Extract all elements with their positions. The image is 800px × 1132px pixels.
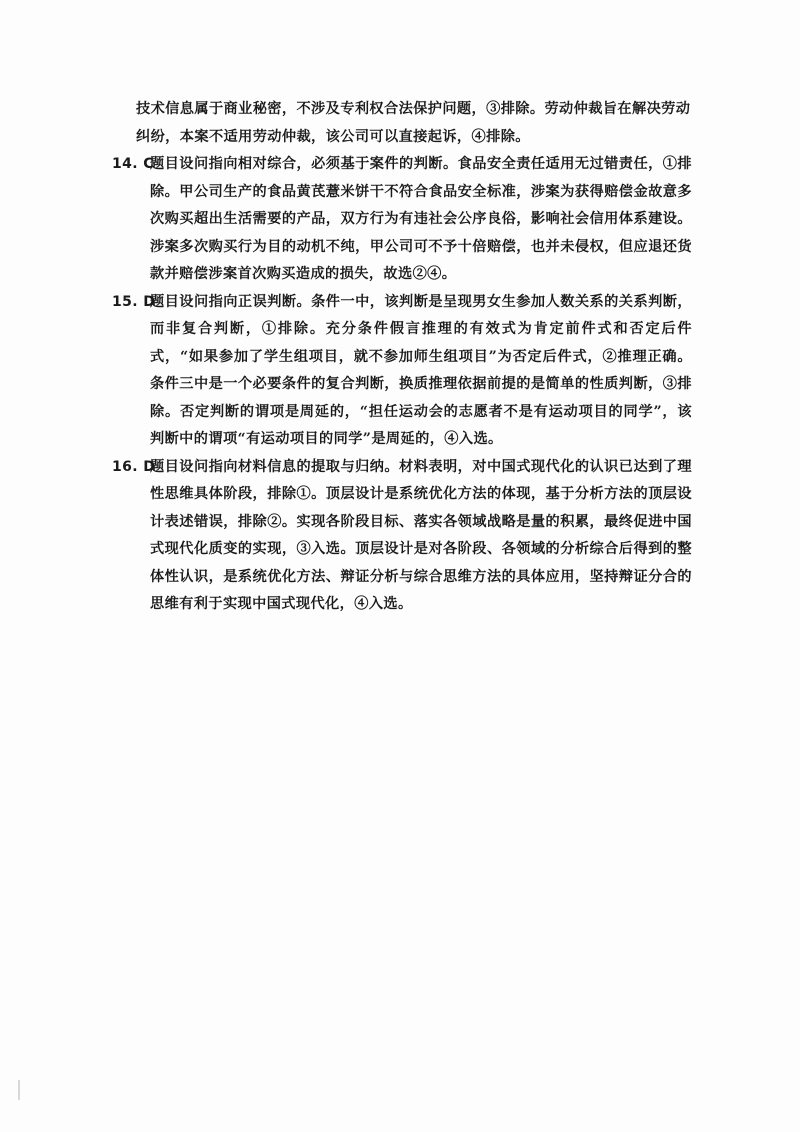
continued-paragraph: 技术信息属于商业秘密，不涉及专利权合法保护问题，③排除。劳动仲裁旨在解决劳动纠纷，本案不适用劳动仲裁，该公司可以直接起诉，④排除。 — [136, 101, 691, 145]
item-number: 15. D — [112, 293, 156, 310]
answer-explanations — [112, 96, 692, 619]
item-explanation: 题目设问指向材料信息的提取与归纳。材料表明，对中国式现代化的认识已达到了理性思维具体阶段，排除①。顶层设计是系统优化方法的体现，基于分析方法的顶层设计表述错误，排除②。实现各阶段目标、落实各领域战略是量的积累，最终促进中国式现代化质变的实现，③入选。顶层设计是对各阶段、各领域的分析综合后得到的整体性认识，是系统优化方法、辩证分析与综合思维方法的具体应用，坚持辩证分合的思维有利于实现中国式现代化，④入选。 — [150, 458, 692, 612]
scan-edge-mark — [18, 1080, 20, 1100]
answer-item-14 — [112, 151, 692, 289]
answer-item-16 — [112, 454, 692, 619]
item-number: 14. C — [112, 156, 154, 172]
item-explanation: 题目设问指向相对综合，必须基于案件的判断。食品安全责任适用无过错责任，①排除。甲公司生产的食品黄芪薏米饼干不符合食品安全标准，涉案为获得赔偿金故意多次购买超出生活需要的产品，双方行为有违社会公序良俗，影响社会信用体系建设。涉案多次购买行为目的动机不纯，甲公司可不予十倍赔偿，也并未侵权，但应退还货款并赔偿涉案首次购买造成的损失，故选②④。 — [150, 156, 692, 282]
item-explanation: 题目设问指向正误判断。条件一中，该判断是呈现男女生参加人数关系的关系判断，而非复合判断，①排除。充分条件假言推理的有效式为肯定前件式和否定后件式，“如果参加了学生组项目，就不参加师生组项目”为否定后件式，②推理正确。条件三中是一个必要条件的复合判断，换质推理依据前提的是简单的性质判断，③排除。否定判断的谓项是周延的，“担任运动会的志愿者不是有运动项目的同学”，该判断中的谓项“有运动项目的同学”是周延的，④入选。 — [150, 293, 692, 447]
item-number: 16. D — [112, 458, 156, 475]
answer-item-15 — [112, 289, 692, 454]
